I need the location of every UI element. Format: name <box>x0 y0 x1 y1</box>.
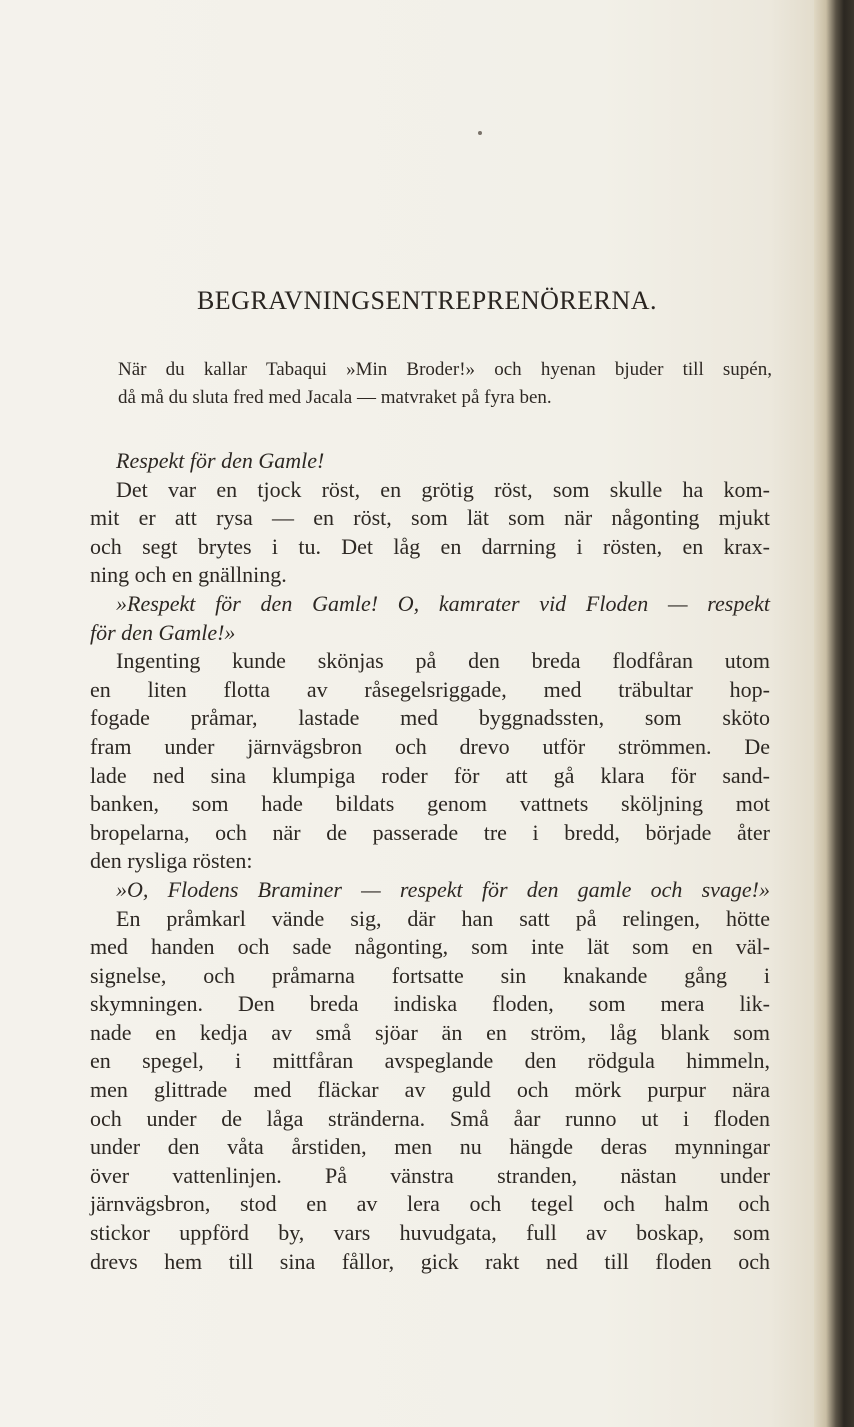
text-line: en liten flotta av råsegelsriggade, med träbultar hop- <box>90 676 770 702</box>
text-line: Det var en tjock röst, en grötig röst, som skulle ha kom- <box>116 476 770 502</box>
text-line: men glittrade med fläckar av guld och mörk purpur nära <box>90 1077 770 1103</box>
text-line: stickor uppförd by, vars huvudgata, full av boskap, som <box>90 1220 770 1246</box>
text-line: banken, som hade bildats genom vattnets sköljning mot <box>90 791 770 817</box>
text-line: bropelarna, och när de passerade tre i bredd, började åter <box>90 819 770 845</box>
chapter-title: BEGRAVNINGSENTREPRENÖRERNA. <box>196 286 658 315</box>
chapter-motto <box>118 356 772 412</box>
text-line: En pråmkarl vände sig, där han satt på relingen, hötte <box>116 905 770 931</box>
motto-line: då må du sluta fred med Jacala — matvraket på fyra ben. <box>118 387 552 408</box>
text-line: järnvägsbron, stod en av lera och tegel och halm och <box>90 1191 770 1217</box>
text-line: under den våta årstiden, men nu hängde deras mynningar <box>90 1134 770 1160</box>
text-line: för den Gamle!» <box>90 619 236 645</box>
text-line: med handen och sade någonting, som inte lät som en väl- <box>90 934 770 960</box>
page-speck <box>478 131 482 135</box>
text-line: Ingenting kunde skönjas på den breda flodfåran utom <box>116 648 770 674</box>
text-line: »Respekt för den Gamle! O, kamrater vid Floden — respekt <box>116 590 770 616</box>
text-line: drevs hem till sina fållor, gick rakt ned till floden och <box>90 1248 770 1274</box>
text-line: fram under järnvägsbron och drevo utför strömmen. De <box>90 733 770 759</box>
text-line: och under de låga stränderna. Små åar runno ut i floden <box>90 1105 770 1131</box>
text-line: mit er att rysa — en röst, som lät som när någonting mjukt <box>90 505 770 531</box>
text-line: över vattenlinjen. På vänstra stranden, nästan under <box>90 1162 770 1188</box>
text-line: fogade pråmar, lastade med byggnadssten, som sköto <box>90 705 770 731</box>
text-line: skymningen. Den breda indiska floden, som mera lik- <box>90 991 770 1017</box>
text-line: den rysliga rösten: <box>90 848 253 874</box>
chapter-text <box>90 447 770 1276</box>
text-line: »O, Flodens Braminer — respekt för den gamle och svage!» <box>116 876 770 902</box>
text-line: nade en kedja av små sjöar än en ström, låg blank som <box>90 1019 770 1045</box>
text-line: och segt brytes i tu. Det låg en darrning i rösten, en krax- <box>90 533 770 559</box>
text-line: lade ned sina klumpiga roder för att gå klara för sand- <box>90 762 770 788</box>
text-line: signelse, och pråmarna fortsatte sin knakande gång i <box>90 962 770 988</box>
book-spine-shadow <box>814 0 854 1427</box>
text-line: Respekt för den Gamle! <box>116 448 325 473</box>
motto-line: När du kallar Tabaqui »Min Broder!» och hyenan bjuder till supén, <box>118 359 772 380</box>
text-line: en spegel, i mittfåran avspeglande den rödgula himmeln, <box>90 1048 770 1074</box>
text-line: ning och en gnällning. <box>90 562 287 588</box>
